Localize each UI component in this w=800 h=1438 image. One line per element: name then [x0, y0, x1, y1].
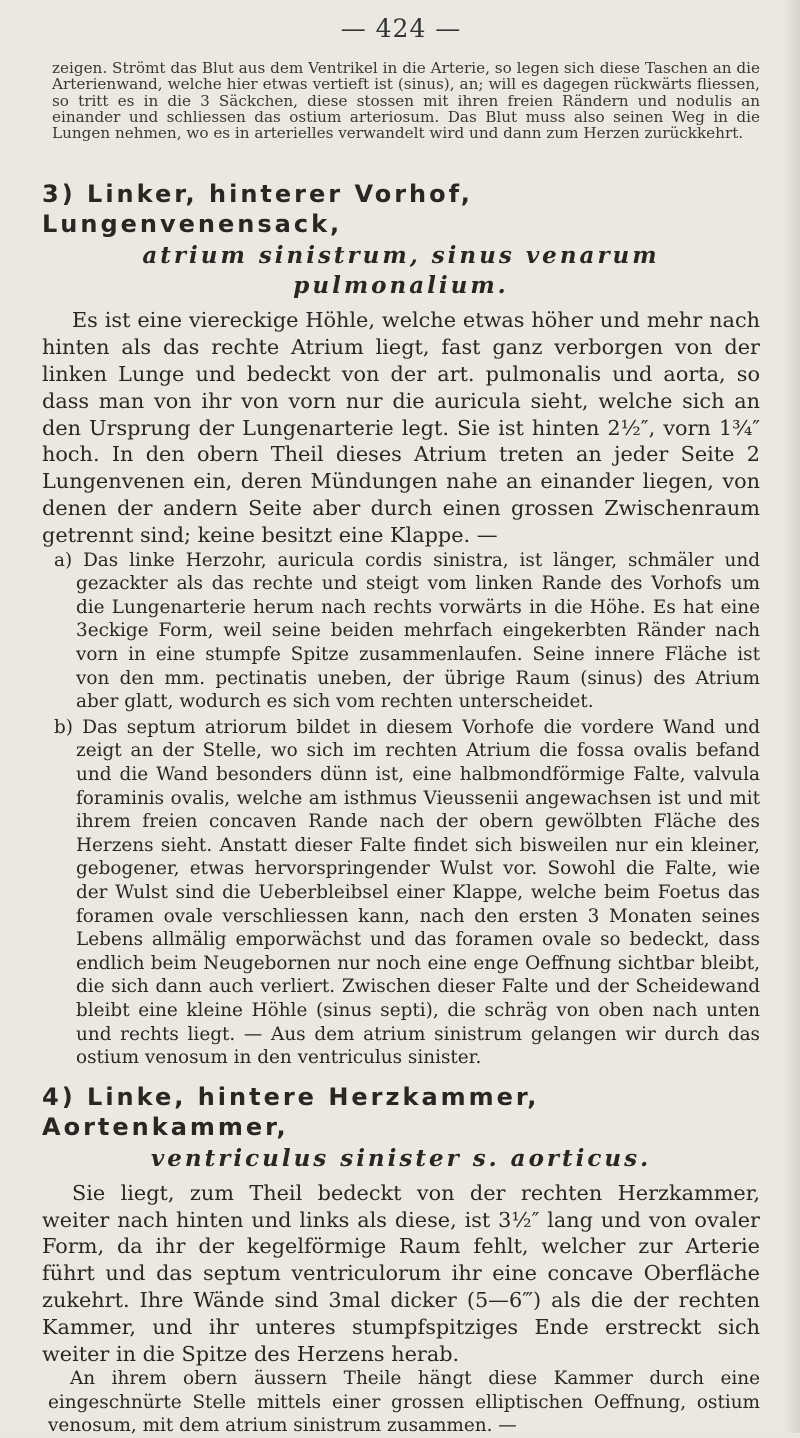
section-4 [42, 1082, 760, 1438]
section-4-subtitle: ventriculus sinister s. aorticus. [150, 1144, 652, 1172]
page-edge-shadow [782, 0, 800, 1433]
section-3-paragraph: Es ist eine viereckige Höhle, welche etwas höher und mehr nach hinten als das rechte Atrium liegt, fast ganz verborgen von der linken Lunge und bedeckt von der art. pulmonalis und aorta, so dass man von ihr von vorn nur die auricula sieht, welche sich an den Ursprung der Lungenarterie legt. Sie ist hinten 2½″, vorn 1¾″ hoch. In den obern Theil dieses Atrium treten an jeder Seite 2 Lungenvenen ein, deren Mündungen nahe an einander liegen, von denen der andern Seite aber durch einen grossen Zwischenraum getrennt sind; keine besitzt eine Klappe. — [42, 308, 760, 547]
section-3-item-b: b) Das septum atriorum bildet in diesem Vorhofe die vordere Wand und zeigt an der Stelle, wo sich im rechten Atrium die fossa ovalis befand und die Wand besonders dünn ist, eine halbmondförmige Falte, valvula foraminis ovalis, welche am isthmus Vieussenii angewachsen ist und mit ihrem freien concaven Rande nach der obern gewölbten Fläche des Herzens sieht. Anstatt dieser Falte findet sich bisweilen nur ein kleiner, gebogener, etwas hervorspringender Wulst vor. Sowohl die Falte, wie der Wulst sind die Ueberbleibsel einer Klappe, welche beim Foetus das foramen ovale verschliessen kann, nach den ersten 3 Monaten seines Lebens allmälig emporwächst und das foramen ovale so bedeckt, dass endlich beim Neugebornen nur noch eine enge Oeffnung sichtbar bleibt, die sich dann auch verliert. Zwischen dieser Falte und der Scheidewand bleibt eine kleine Höhle (sinus septi), die schräg von oben nach unten und rechts liegt. — Aus dem atrium sinistrum gelangen wir durch das ostium venosum in den ventriculus sinister. [54, 716, 760, 1069]
section-3-title: 3) Linker, hinterer Vorhof, Lungenvenensack, [42, 180, 473, 239]
section-3-item-a: a) Das linke Herzohr, auricula cordis sinistra, ist länger, schmäler und gezackter als das rechte und steigt vom linken Rande des Vorhofs um die Lungenarterie herum nach rechts vorwärts in die Höhe. Es hat eine 3eckige Form, weil seine beiden mehrfach eingekerbten Ränder nach vorn in eine stumpfe Spitze zusammenlaufen. Seine innere Fläche ist von den mm. pectinatis uneben, der übrige Raum (sinus) des Atrium aber glatt, wodurch es sich vom rechten unterscheidet. [54, 549, 760, 713]
section-3 [42, 179, 760, 1069]
intro-paragraph: zeigen. Strömt das Blut aus dem Ventrikel in die Arterie, so legen sich diese Taschen an die Arterienwand, welche hier etwas vertieft ist (sinus), an; will es dagegen rückwärts fliessen, so tritt es in die 3 Säckchen, diese stossen mit ihren freien Rändern und nodulis an einander und schliessen das ostium arteriosum. Das Blut muss also seinen Weg in die Lungen nehmen, wo es in arterielles verwandelt wird und dann zum Herzen zurückkehrt. [52, 59, 760, 143]
section-4-paragraph-2: An ihrem obern äussern Theile hängt diese Kammer durch eine eingeschnürte Stelle mittels einer grossen elliptischen Oeffnung, ostium venosum, mit dem atrium sinistrum zusammen. — [48, 1368, 760, 1437]
page-number: — 424 — [340, 14, 462, 43]
section-4-title: 4) Linke, hintere Herzkammer, Aortenkammer, [42, 1082, 540, 1141]
section-4-paragraph: Sie liegt, zum Theil bedeckt von der rechten Herzkammer, weiter nach hinten und links als diese, ist 3½″ lang und von ovaler Form, da ihr der kegelförmige Raum fehlt, welcher zur Arterie führt und das septum ventriculorum ihr eine concave Oberfläche zukehrt. Ihre Wände sind 3mal dicker (5—6‴) als die der rechten Kammer, und ihr unteres stumpfspitziges Ende erstreckt sich weiter in die Spitze des Herzens herab. [42, 1180, 760, 1366]
section-3-subtitle: atrium sinistrum, sinus venarum pulmonalium. [142, 242, 660, 300]
